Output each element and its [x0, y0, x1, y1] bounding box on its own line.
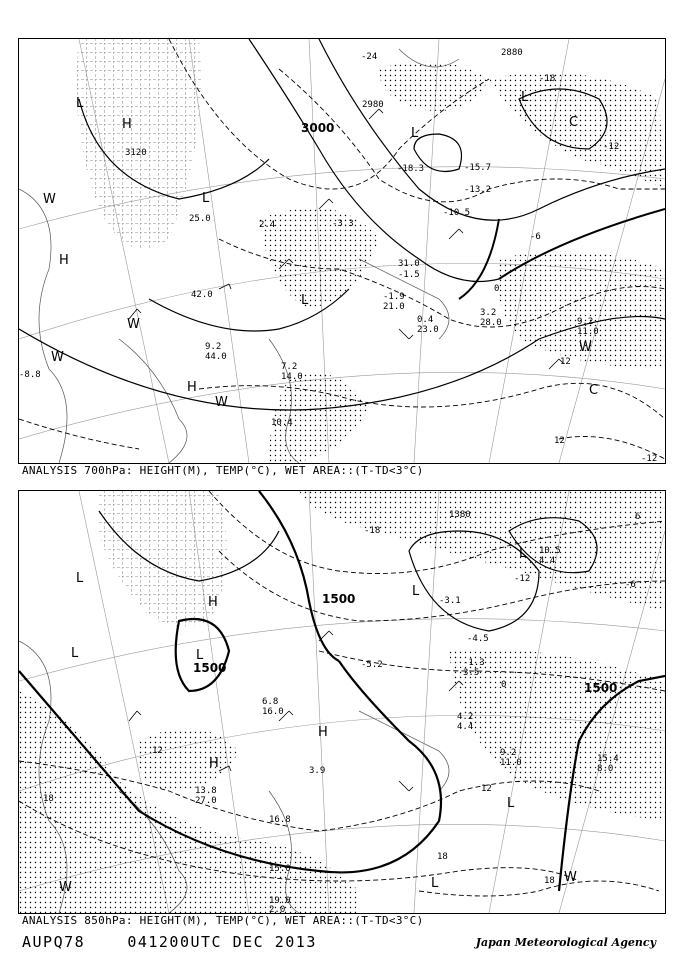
temp-label: -18	[364, 526, 381, 536]
station-value: -1.5	[398, 270, 420, 280]
pressure-center: L	[76, 571, 84, 586]
station-value: -3.3	[332, 219, 354, 229]
temp-label: 0	[501, 680, 507, 690]
pressure-center: W	[127, 317, 140, 332]
height-label: 1500	[193, 661, 227, 675]
station-value: -1.3	[463, 658, 485, 668]
wet-areas	[19, 491, 665, 913]
height-label: 1500	[584, 681, 618, 695]
product-code: AUPQ78	[22, 933, 86, 951]
station-value: 4.4	[539, 556, 556, 566]
station-value: 2.0	[269, 905, 286, 913]
pressure-center: L	[202, 191, 210, 206]
station-value: 15.4	[597, 754, 619, 764]
pressure-center: L	[412, 584, 420, 599]
station-value: -13.2	[464, 185, 492, 195]
height-label: 2980	[362, 100, 384, 110]
station-value: 11.0	[500, 758, 522, 768]
pressure-center: L	[519, 546, 527, 561]
temp-label: -6	[625, 580, 636, 590]
temp-label: 0	[494, 284, 500, 294]
station-value: 3.9	[309, 766, 326, 776]
chart-700hpa	[19, 39, 665, 463]
station-value: 23.0	[417, 325, 439, 335]
pressure-center: W	[59, 880, 72, 895]
pressure-center: W	[215, 395, 228, 410]
station-value: 11.0	[577, 327, 599, 337]
temp-label: 12	[481, 784, 492, 794]
station-value: 27.0	[195, 796, 217, 806]
temp-label: -18	[539, 74, 556, 84]
height-label: 1380	[449, 510, 471, 520]
station-value: 44.0	[205, 352, 227, 362]
temp-label: -12	[603, 142, 620, 152]
pressure-center: L	[521, 90, 529, 105]
pressure-center: L	[431, 876, 439, 891]
caption-700hpa: ANALYSIS 700hPa: HEIGHT(M), TEMP(°C), WET AREA::(T-TD<3°C)	[22, 464, 424, 477]
pressure-center: W	[564, 870, 577, 885]
station-value: 15.0	[269, 864, 291, 874]
temp-label: -24	[361, 52, 378, 62]
station-value: 16.0	[262, 707, 284, 717]
station-value: 42.0	[191, 290, 213, 300]
station-value: -18.3	[397, 164, 425, 174]
pressure-center: W	[43, 192, 56, 207]
pressure-center: L	[71, 646, 79, 661]
station-value: 10.5	[539, 546, 561, 556]
pressure-center: L	[301, 293, 309, 308]
station-value: -15.7	[464, 163, 492, 173]
station-value: -10.5	[443, 208, 471, 218]
temp-label: 12	[152, 746, 163, 756]
agency-name: Japan Meteorological Agency	[475, 936, 656, 949]
station-value: 25.0	[189, 214, 211, 224]
station-value: 8.0	[597, 764, 614, 774]
chart-850hpa	[19, 491, 665, 913]
temp-label: 12	[554, 436, 565, 446]
pressure-center: H	[187, 380, 197, 395]
station-value: 14.0	[281, 372, 303, 382]
pressure-center: H	[59, 253, 69, 268]
station-value: -1.9	[383, 292, 405, 302]
station-value: -4.5	[467, 634, 489, 644]
map-panel-850hpa	[18, 490, 666, 914]
station-value: 9.2	[577, 317, 594, 327]
pressure-center: H	[208, 595, 218, 610]
station-value: 10.4	[271, 418, 293, 428]
temp-label: -6	[530, 232, 541, 242]
pressure-center: H	[122, 117, 132, 132]
pressure-center: W	[579, 340, 592, 355]
valid-time: 041200UTC DEC 2013	[127, 933, 317, 951]
temp-label: 18	[544, 876, 555, 886]
temp-label: 6	[635, 512, 641, 522]
pressure-center: W	[51, 350, 64, 365]
station-value: 4.2	[457, 712, 474, 722]
pressure-center: H	[318, 725, 328, 740]
height-label: 3000	[301, 121, 335, 135]
pressure-center: L	[411, 126, 419, 141]
station-value: 9.2	[205, 342, 222, 352]
station-value: 28.0	[480, 318, 502, 328]
temp-label: -12	[641, 454, 658, 463]
station-value: 4.4	[457, 722, 474, 732]
station-value: -3.1	[439, 596, 461, 606]
station-value: 3.5	[463, 668, 480, 678]
station-value: 6.8	[262, 697, 279, 707]
station-value: 3.2	[480, 308, 497, 318]
caption-850hpa: ANALYSIS 850hPa: HEIGHT(M), TEMP(°C), WET AREA::(T-TD<3°C)	[22, 914, 424, 927]
station-value: 9.2	[500, 748, 517, 758]
chart-identifier	[22, 933, 317, 951]
station-value: -8.8	[19, 370, 41, 380]
temp-label: 18	[437, 852, 448, 862]
temp-label: -12	[514, 574, 531, 584]
station-value: 13.8	[195, 786, 217, 796]
station-value: 19.0	[269, 896, 291, 906]
map-panel-700hpa	[18, 38, 666, 464]
station-value: 2.4	[259, 220, 276, 230]
temp-label: 18	[43, 794, 54, 804]
height-label: 1500	[322, 592, 356, 606]
pressure-center: L	[507, 796, 515, 811]
temp-label: 12	[560, 357, 571, 367]
pressure-center: L	[196, 648, 204, 663]
pressure-center: L	[76, 96, 84, 111]
pressure-center: C	[569, 115, 579, 130]
pressure-center: H	[209, 756, 219, 771]
station-value: 0.4	[417, 315, 434, 325]
station-value: 31.0	[398, 259, 420, 269]
height-label: 2880	[501, 48, 523, 58]
station-value: 21.0	[383, 302, 405, 312]
pressure-center: C	[589, 383, 599, 398]
station-value: 7.2	[281, 362, 298, 372]
station-value: 16.8	[269, 815, 291, 825]
station-value: -5.2	[361, 660, 383, 670]
height-label: 3120	[125, 148, 147, 158]
